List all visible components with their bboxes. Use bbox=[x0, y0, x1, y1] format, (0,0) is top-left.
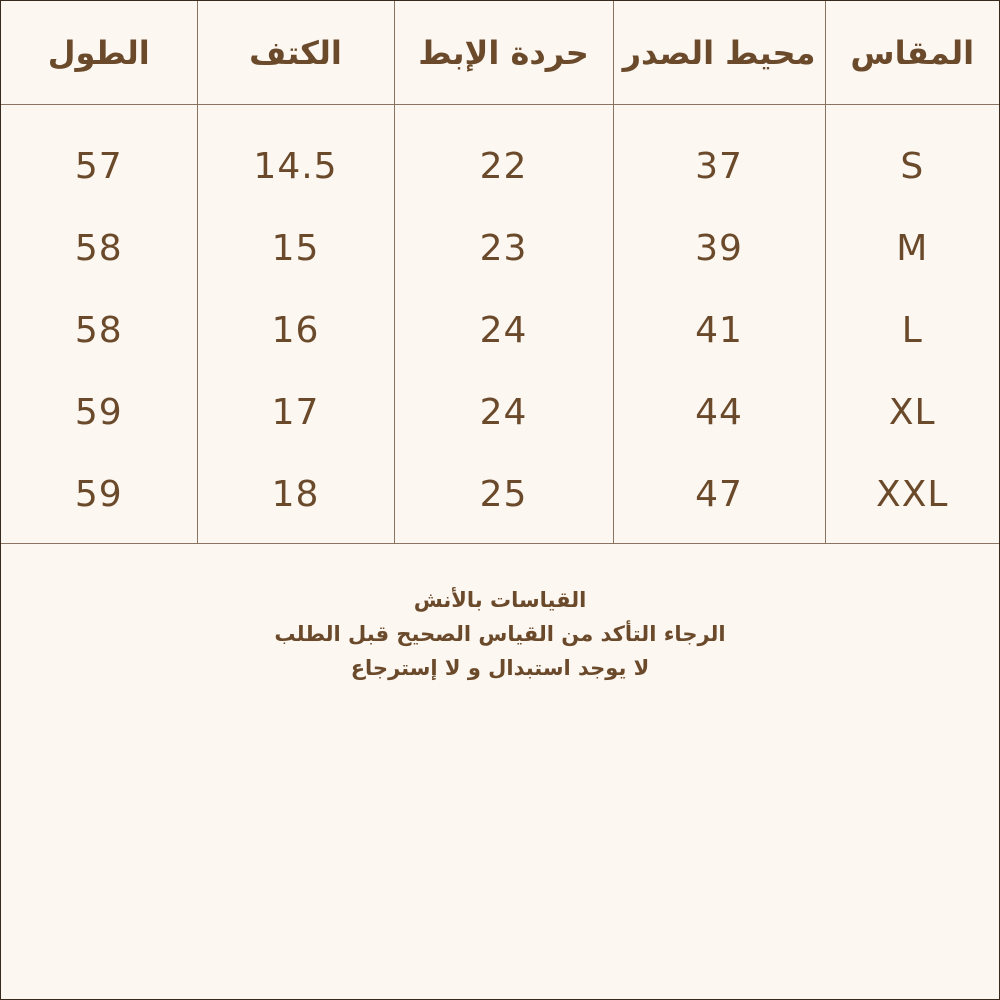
shoulder-value: 17 bbox=[271, 392, 320, 433]
length-value: 58 bbox=[74, 310, 123, 351]
length-value: 57 bbox=[74, 146, 123, 187]
armhole-value: 24 bbox=[479, 310, 528, 351]
notes-block bbox=[0, 583, 1000, 685]
armhole-value: 23 bbox=[479, 228, 528, 269]
shoulder-value: 18 bbox=[271, 474, 320, 515]
size-value: XXL bbox=[876, 474, 949, 515]
chest-value: 44 bbox=[695, 392, 743, 433]
shoulder-value: 14.5 bbox=[253, 146, 338, 187]
chest-value: 39 bbox=[695, 228, 743, 269]
header-chest: محيط الصدر bbox=[613, 1, 825, 105]
note-check-size: الرجاء التأكد من القياس الصحيح قبل الطلب bbox=[274, 622, 726, 646]
size-chart-table bbox=[1, 1, 999, 543]
table-bottom-divider bbox=[1, 543, 999, 544]
header-armhole: حردة الإبط bbox=[394, 1, 613, 105]
size-value: M bbox=[896, 228, 929, 269]
length-value: 59 bbox=[74, 474, 123, 515]
size-value: XL bbox=[888, 392, 936, 433]
header-size: المقاس bbox=[825, 1, 999, 105]
length-column bbox=[1, 105, 197, 544]
armhole-column bbox=[394, 105, 613, 544]
chest-value: 41 bbox=[695, 310, 743, 351]
chest-value: 37 bbox=[695, 146, 743, 187]
note-units: القياسات بالأنش bbox=[413, 588, 587, 612]
header-length: الطول bbox=[1, 1, 197, 105]
shoulder-value: 15 bbox=[271, 228, 320, 269]
length-value: 59 bbox=[74, 392, 123, 433]
size-column bbox=[825, 105, 999, 544]
armhole-value: 24 bbox=[479, 392, 528, 433]
chest-value: 47 bbox=[695, 474, 743, 515]
chest-column bbox=[613, 105, 825, 544]
note-no-returns: لا يوجد استبدال و لا إسترجاع bbox=[350, 656, 650, 680]
shoulder-column bbox=[197, 105, 394, 544]
length-value: 58 bbox=[74, 228, 123, 269]
size-value: L bbox=[901, 310, 923, 351]
shoulder-value: 16 bbox=[271, 310, 320, 351]
header-row bbox=[1, 1, 999, 105]
header-shoulder: الكتف bbox=[197, 1, 394, 105]
values-row bbox=[1, 105, 999, 544]
size-value: S bbox=[900, 146, 925, 187]
armhole-value: 25 bbox=[479, 474, 528, 515]
armhole-value: 22 bbox=[479, 146, 528, 187]
